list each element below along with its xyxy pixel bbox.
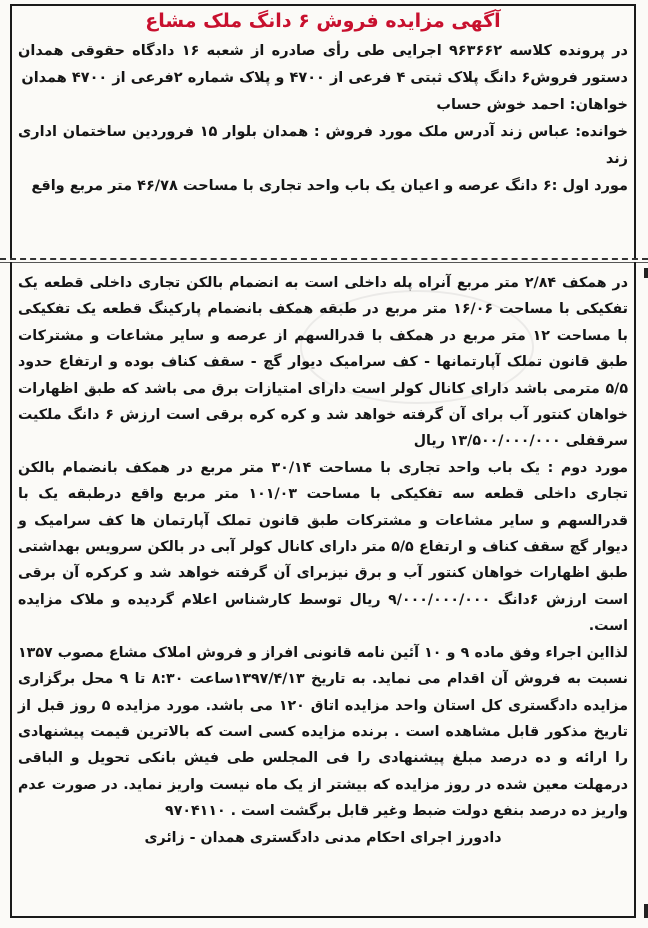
defendant-address-line: خوانده: عباس زند آدرس ملک مورد فروش : همدان بلوار ۱۵ فروردین ساختمان اداری زند bbox=[18, 124, 628, 167]
signature-line: دادورز اجرای احکام مدنی دادگستری همدان - زائری bbox=[144, 829, 502, 846]
case-file-paragraph: در پرونده کلاسه ۹۶۳۶۶۲ اجرایی طی رأی صادره از شعبه ۱۶ دادگاه حقوقی همدان دستور فروش۶ دانگ پلاک ثبتی ۴ فرعی از ۴۷۰۰ و پلاک شماره ۲فرعی از ۴۷۰۰ همدان bbox=[18, 43, 628, 86]
first-item-intro: مورد اول :۶ دانگ عرصه و اعیان یک باب واحد تجاری با مساحت ۴۶/۷۸ متر مربع واقع bbox=[31, 178, 628, 194]
notice-title: آگهی مزایده فروش ۶ دانگ ملک مشاع bbox=[145, 10, 501, 32]
plaintiff-line: خواهان: احمد خوش حساب bbox=[436, 97, 628, 113]
second-item-description: مورد دوم : یک باب واحد تجاری با مساحت ۳۰/۱۴ متر مربع در همکف بانضمام بالکن تجاری داخلی قطعه سه تفکیکی با مساحت ۱۰۱/۰۳ متر مربع واقع درطبقه یک با قدرالسهم و سایر مشاعات و مشترکات طبق قانون تملک آپارتمان ها کف سرامیک و دیوار گچ سقف کناف و ارتفاع ۵/۵ متر دارای کانال کولر آبی در بالکن سرویس بهداشتی طبق اظهارات خواهان کنتور آب و برق نیزبرای آن گرفته خواهد شد و کرکره آن برقی است ارزش ۶دانگ ۹/۰۰۰/۰۰۰/۰۰۰ ریال توسط کارشناس اعلام گردیده و ملاک مزایده است. bbox=[18, 459, 629, 635]
column-cut-line bbox=[0, 258, 648, 260]
notice-header-section bbox=[18, 38, 628, 200]
edge-mark bbox=[644, 268, 648, 278]
notice-body-section bbox=[18, 270, 628, 851]
edge-mark bbox=[644, 904, 648, 918]
first-item-description: در همکف ۲/۸۴ متر مربع آنراه پله داخلی است به انضمام بالکن تجاری داخلی قطعه یک تفکیکی با مساحت ۱۶/۰۶ متر مربع در طبقه همکف بانضمام پارکینگ قطعه یک تفکیکی با مساحت ۱۲ متر مربع در همکف با قدرالسهم از عرصه و سایر مشاعات و مشترکات طبق قانون تملک آپارتمانها - کف سرامیک دیوار گچ - سقف کناف بوده و ارتفاع حدود ۵/۵ مترمی باشد دارای کانال کولر است دارای امتیازات برق می باشد که طبق اظهارات خواهان کنتور آب برای آن گرفته خواهد شد و کره کره برقی است ارزش ۶ دانگ ملکیت سرقفلی ۱۳/۵۰۰/۰۰۰/۰۰۰ ریال bbox=[18, 275, 628, 450]
auction-terms-paragraph: لذااین اجراء وفق ماده ۹ و ۱۰ آئین نامه قانونی افراز و فروش املاک مشاع مصوب ۱۳۵۷ نسبت به فروش آن اقدام می نماید. به تاریخ ۱۳۹۷/۴/۱۳ساعت ۸:۳۰ تا ۹ محل برگزاری مزایده دادگستری کل استان واحد مزایده اتاق ۱۲۰ می باشد. مورد مزایده ۵ روز قبل از تاریخ مذکور قابل مشاهده است . برنده مزایده کسی است که بالاترین قیمت پیشنهادی را ارائه و ده درصد مبلغ پیشنهادی را فی المجلس طی فیش بانکی تحویل و الباقی درمهلت معین شده در روز مزایده که بیشتر از یک ماه نیست واریز نماید. در صورت عدم واریز ده درصد بنفع دولت ضبط وغیر قابل برگشت است . ۹۷۰۴۱۱۰ bbox=[18, 644, 629, 820]
